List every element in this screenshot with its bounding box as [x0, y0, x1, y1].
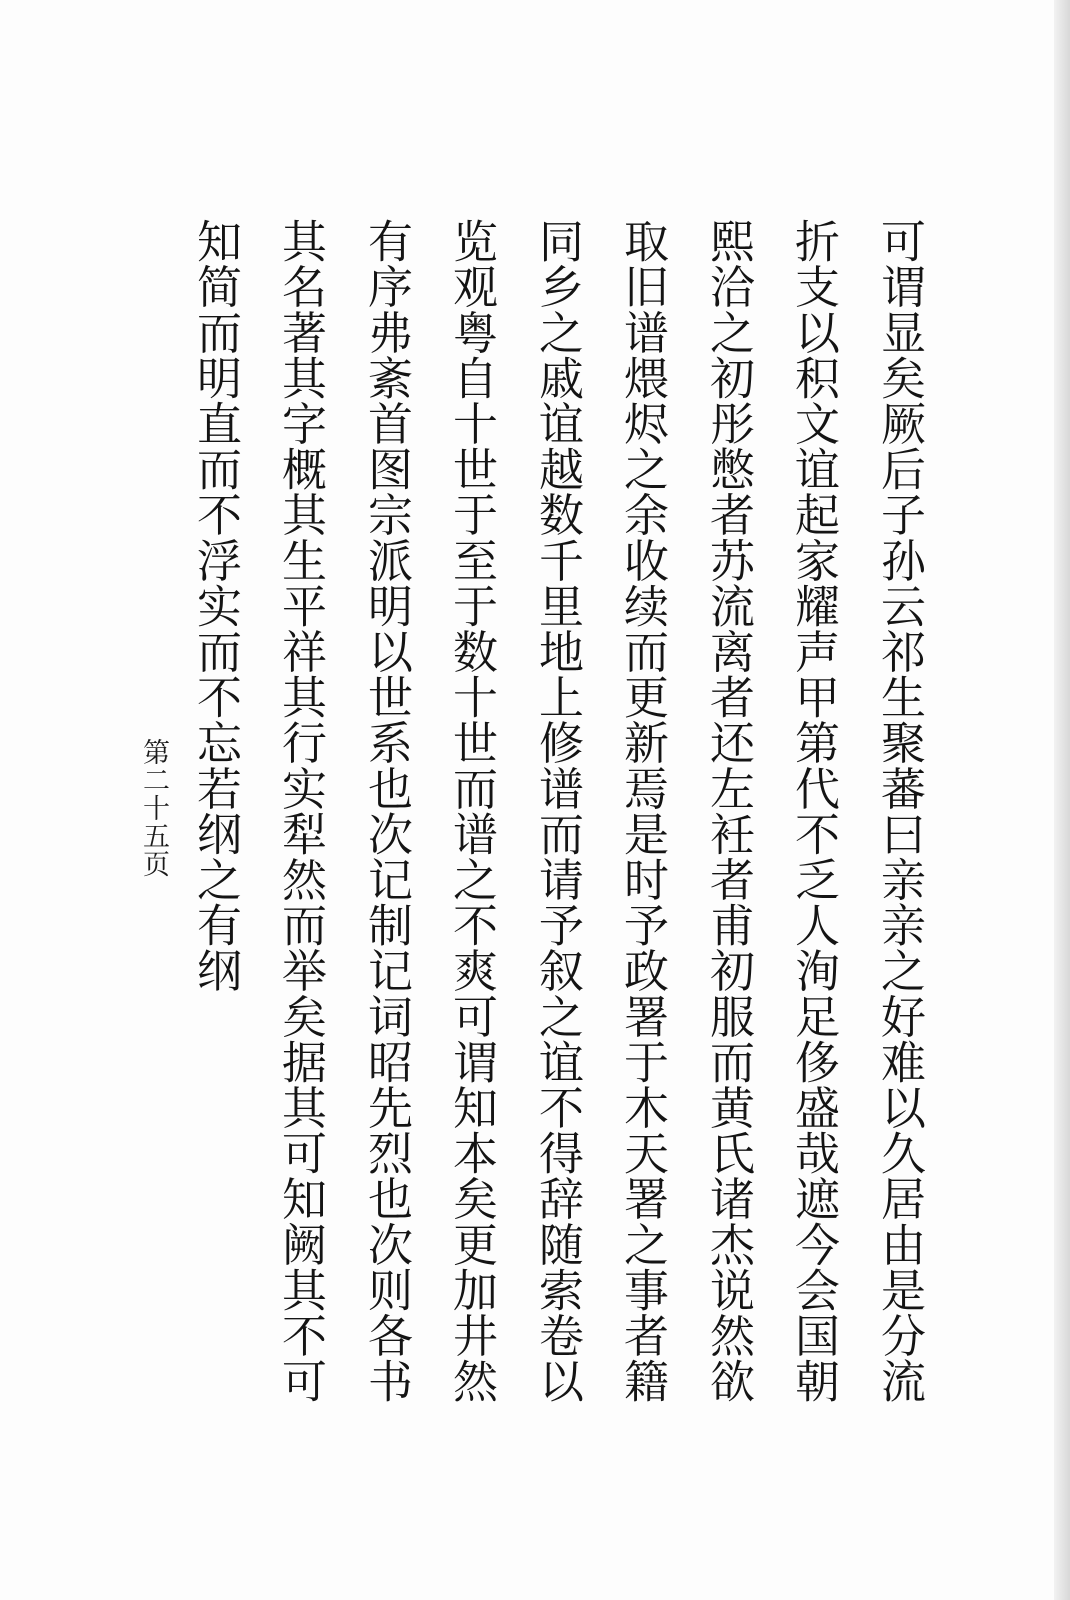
- text-column-6: 览观粤自十世于至于数十世而谱之不爽可谓知本矣更加井然: [445, 218, 498, 1404]
- text-column-8: 其名著其字概其生平祥其行实犁然而举矣据其可知阙其不可: [274, 218, 327, 1404]
- text-column-5: 同乡之戚谊越数千里地上修谱而请予叙之谊不得辞随索卷以: [531, 218, 584, 1404]
- text-column-3: 熙洽之初彤憋者苏流离者还左衽者甫初服而黄氏诸杰说然欲: [702, 218, 755, 1404]
- text-column-4: 取旧谱煨烬之余收续而更新焉是时予政署于木天署之事者籍: [616, 218, 669, 1404]
- text-column-9: 知简而明直而不浮实而不忘若纲之有纲: [189, 218, 242, 994]
- text-column-2: 折支以积文谊起家耀声甲第代不乏人洵足侈盛哉遮今会国朝: [787, 218, 840, 1404]
- text-column-7: 有序弗紊首图宗派明以世系也次记制记词昭先烈也次则各书: [360, 218, 413, 1404]
- page-edge-shadow: [1054, 0, 1070, 1600]
- page-number: 第二十五页: [138, 738, 169, 878]
- text-column-1: 可谓显矣厥后子孙云祁生聚蕃曰亲亲之好难以久居由是分流: [873, 218, 926, 1404]
